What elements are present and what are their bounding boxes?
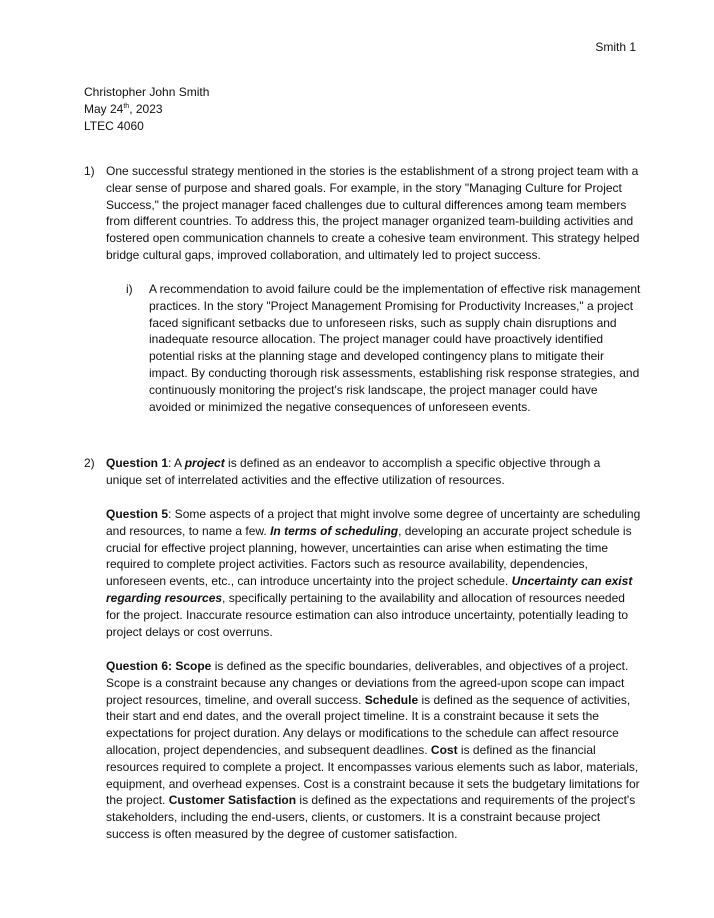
item-1-sub-number: i) <box>126 282 133 296</box>
question-1-paragraph: Question 1: A project is defined as an endeavor to accomplish a specific objective through a unique set of interrelated activities and the effective utilization of resources. <box>106 456 601 487</box>
question-5-label: Question 5 <box>106 507 169 521</box>
question-1-label: Question 1 <box>106 456 169 470</box>
author-name: Christopher John Smith <box>84 85 210 99</box>
course-code: LTEC 4060 <box>84 118 144 133</box>
question-6-paragraph: Question 6: Scope is defined as the specific boundaries, deliverables, and objectives of a project. Scope is a constraint because any changes or deviations from the agreed-upon scope can impact project resources, timeline, and overall success. Schedule is defined as the sequence of activities, their start and end dates, and the overall project timeline. It is a constraint because it sets the expectations for project duration. Any delays or modifications to the schedule can affect resource allocation, project dependencies, and subsequent deadlines. Cost is defined as the financial resources required to complete a project. It encompasses various elements such as labor, materials, equipment, and overhead expenses. Cost is a constraint because it sets the budgetary limitations for the project. Customer Satisfaction is defined as the expectations and requirements of the project's stakeholders, including the end-users, clients, or customers. It is a constraint because project success is often measured by the degree of customer satisfaction. <box>106 659 640 841</box>
item-1-number: 1) <box>84 164 95 178</box>
item-2-number: 2) <box>84 456 95 470</box>
question-6-label: Question 6: Scope <box>106 659 212 673</box>
item-1-paragraph: One successful strategy mentioned in the stories is the establishment of a strong project team with a clear sense of purpose and shared goals. For example, in the story "Managing Culture for Project Success," the project manager faced challenges due to cultural differences among team members from different countries. To address this, the project manager organized team-building activities and fostered open communication channels to create a cohesive team environment. This strategy helped bridge cultural gaps, improved collaboration, and ultimately led to project success. <box>106 164 640 262</box>
item-1-sub-paragraph: A recommendation to avoid failure could be the implementation of effective risk management practices. In the story "Project Management Promising for Productivity Increases," a project faced significant setbacks due to unforeseen risks, such as supply chain disruptions and inadequate resource allocation. The project manager could have proactively identified potential risks at the planning stage and developed contingency plans to mitigate their impact. By conducting thorough risk assessments, establishing risk response strategies, and continuously monitoring the project's risk landscape, the project manager could have avoided or minimized the negative consequences of unforeseen events. <box>149 282 641 414</box>
page-header: Smith 1 <box>595 40 636 54</box>
author-block <box>84 84 209 134</box>
submission-date: May 24th, 2023 <box>84 101 163 116</box>
question-5-paragraph: Question 5: Some aspects of a project that might involve some degree of uncertainty are scheduling and resources, to name a few. In terms of scheduling, developing an accurate project schedule is crucial for effective project planning, however, uncertainties can arise when estimating the time required to complete project activities. Factors such as resource availability, dependencies, unforeseen events, etc., can introduce uncertainty into the project schedule. Uncertainty can exist regarding resources, specifically pertaining to the availability and allocation of resources needed for the project. Inaccurate resource estimation can also introduce uncertainty, potentially leading to project delays or cost overruns. <box>106 507 641 639</box>
